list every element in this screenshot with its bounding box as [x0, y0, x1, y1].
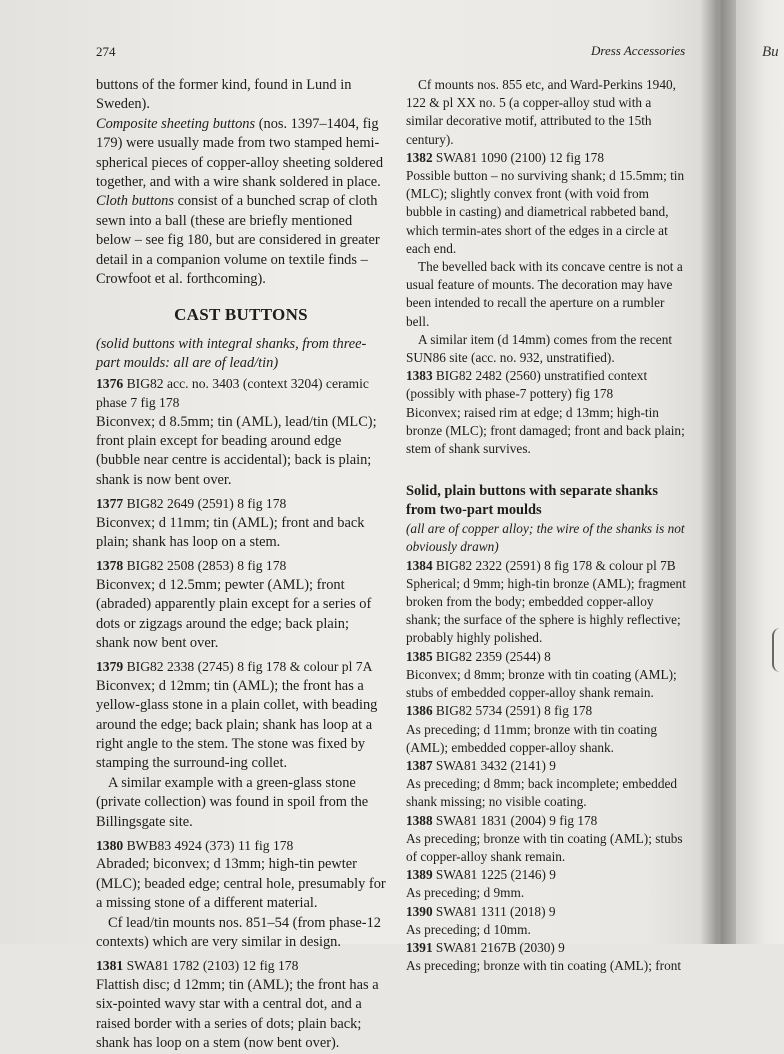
book-gutter-shadow: [700, 0, 740, 944]
cross-reference-note: Cf mounts nos. 855 etc, and Ward-Perkins 1940, 122 & pl XX no. 5 (a copper-alloy stud with a similar decorative motif, attributed to the 15th century).: [406, 77, 676, 147]
entry-number: 1385: [406, 648, 433, 664]
entry-description: Biconvex; raised rim at edge; d 13mm; high-tin bronze (MLC); front damaged; front and back plain; stem of shank survives.: [406, 404, 685, 457]
binding-mark: [772, 628, 784, 672]
catalogue-entry: [406, 648, 688, 703]
catalogue-entry: [406, 866, 688, 902]
entry-heading: BIG82 acc. no. 3403 (context 3204) ceramic phase 7 fig 178: [96, 375, 369, 411]
entry-heading: SWA81 2167B (2030) 9: [435, 939, 565, 955]
entry-heading: SWA81 1090 (2100) 12 fig 178: [435, 149, 604, 165]
entry-number: 1384: [406, 557, 433, 573]
entry-heading: SWA81 3432 (2141) 9: [435, 757, 556, 773]
catalogue-entry: [96, 956, 386, 1053]
facing-page-edge: [736, 0, 784, 944]
entry-description: As preceding; d 8mm; back incomplete; embedded shank missing; no visible coating.: [406, 776, 678, 810]
subsection-note: (all are of copper alloy; the wire of the shanks is not obviously drawn): [406, 521, 685, 555]
catalogue-entry: [406, 812, 688, 867]
entry-description: As preceding; d 9mm.: [406, 885, 525, 901]
catalogue-entry: [406, 367, 688, 458]
running-title: Dress Accessories: [591, 43, 686, 58]
entry-number: 1379: [96, 659, 124, 675]
entry-heading: BIG82 2649 (2591) 8 fig 178: [126, 496, 287, 512]
composite-paragraph: [96, 115, 386, 193]
intro-paragraph: buttons of the former kind, found in Lund in Sweden).: [96, 77, 352, 113]
entry-number: 1390: [406, 903, 433, 919]
entry-number: 1387: [406, 757, 433, 773]
entry-heading: SWA81 1782 (2103) 12 fig 178: [126, 958, 299, 974]
entry-description: Biconvex; d 8.5mm; tin (AML), lead/tin (MLC); front plain except for beading around edge (bubble near centre is accidental); back is plain; shank is now bent over.: [96, 413, 377, 488]
catalogue-entry: [406, 939, 688, 975]
catalogue-entry: [96, 374, 386, 490]
catalogue-entry: [406, 557, 688, 648]
entry-note: A similar item (d 14mm) comes from the recent SUN86 site (acc. no. 932, unstratified).: [406, 331, 673, 366]
subsection-heading: Solid, plain buttons with separate shanks from two-part moulds: [406, 483, 658, 519]
entry-heading: BIG82 2359 (2544) 8: [435, 648, 551, 664]
entry-number: 1391: [406, 939, 433, 955]
entry-description: As preceding; d 11mm; bronze with tin coating (AML); embedded copper-alloy shank.: [406, 721, 657, 755]
catalogue-entry: [406, 149, 688, 367]
composite-term: Composite sheeting buttons: [96, 115, 256, 132]
left-column: [96, 76, 386, 1054]
entry-number: 1378: [96, 558, 124, 574]
right-column: [406, 76, 688, 975]
composite-text: (nos. 1397–1404, fig 179) were usually made from two stamped hemi-spherical pieces of copper-alloy sheeting soldered together, and with a wire shank soldered in place.: [96, 115, 384, 191]
entry-heading: SWA81 1225 (2146) 9: [435, 867, 556, 883]
entry-description: As preceding; bronze with tin coating (AML); stubs of copper-alloy shank remain.: [406, 830, 683, 864]
entry-heading: BIG82 2322 (2591) 8 fig 178 & colour pl 7B: [435, 557, 676, 573]
entry-number: 1381: [96, 958, 124, 974]
entry-note: The bevelled back with its concave centre is not a usual feature of mounts. The decoration may have been intended to recall the aperture on a rumbler bell.: [406, 259, 683, 329]
cloth-text: consist of a bunched scrap of cloth sewn into a ball (these are briefly mentioned below – see fig 180, but are considered in greater detail in a companion volume on textile finds – Crowfoot et al. forthcoming).: [96, 193, 380, 288]
entry-description: Possible button – no surviving shank; d 15.5mm; tin (MLC); slightly convex front (with void from bubble in casting) and diametrical rabbeted band, which termin-ates short of the edges in a circle at each end.: [406, 168, 685, 256]
entry-number: 1383: [406, 368, 433, 384]
entry-description: As preceding; d 10mm.: [406, 921, 531, 937]
entry-description: Spherical; d 9mm; high-tin bronze (AML); fragment broken from the body; embedded copper-alloy shank; the surface of the sphere is highly reflective; probably highly polished.: [406, 575, 686, 646]
cloth-term: Cloth buttons: [96, 193, 174, 210]
entry-number: 1382: [406, 149, 433, 165]
catalogue-entry: [406, 757, 688, 812]
entry-number: 1380: [96, 838, 124, 854]
entry-number: 1386: [406, 703, 433, 719]
entry-heading: SWA81 1311 (2018) 9: [435, 903, 556, 919]
entry-description: Flattish disc; d 12mm; tin (AML); the front has a six-pointed wavy star with a central dot, and a raised border with a series of dots; plain back; shank has loop on a stem (now bent over).: [96, 976, 379, 1052]
entry-description: Biconvex; d 11mm; tin (AML); front and back plain; shank has loop on a stem.: [96, 514, 365, 550]
entry-number: 1388: [406, 812, 433, 828]
entry-number: 1377: [96, 496, 124, 512]
entry-number: 1376: [96, 375, 124, 391]
facing-page-title: Bu: [762, 44, 779, 60]
section-title: CAST BUTTONS: [174, 305, 308, 325]
catalogue-entry: [96, 657, 386, 832]
page-number: 274: [96, 44, 116, 59]
entry-description: As preceding; bronze with tin coating (AML); front: [406, 958, 682, 974]
entry-heading: BIG82 2482 (2560) unstratified context (possibly with phase-7 pottery) fig 178: [406, 368, 648, 402]
entry-heading: BIG82 2508 (2853) 8 fig 178: [126, 558, 287, 574]
catalogue-entry: [406, 702, 688, 757]
entry-description: Abraded; biconvex; d 13mm; high-tin pewter (MLC); beaded edge; central hole, presumably for a missing stone of a different material.: [96, 856, 386, 912]
entry-description: Biconvex; d 12mm; tin (AML); the front has a yellow-glass stone in a plain collet, with beading around the edge; back plain; shank has loop at a right angle to the stem. The stone was fixed by stamping the surround-ing collet.: [96, 677, 378, 772]
catalogue-entry: [406, 903, 688, 939]
entry-heading: BWB83 4924 (373) 11 fig 178: [126, 838, 294, 854]
entry-heading: BIG82 2338 (2745) 8 fig 178 & colour pl 7A: [126, 659, 373, 675]
entry-heading: SWA81 1831 (2004) 9 fig 178: [435, 812, 598, 828]
cloth-paragraph: [96, 192, 386, 289]
catalogue-entry: [96, 494, 386, 552]
catalogue-entry: [96, 556, 386, 653]
section-note: (solid buttons with integral shanks, from three-part moulds: all are of lead/tin): [96, 335, 367, 372]
entry-number: 1389: [406, 867, 433, 883]
catalogue-entry: [96, 836, 386, 952]
entry-heading: BIG82 5734 (2591) 8 fig 178: [435, 703, 593, 719]
entry-note: Cf lead/tin mounts nos. 851–54 (from phase-12 contexts) which are very similar in design.: [96, 914, 381, 951]
entry-note: A similar example with a green-glass stone (private collection) was found in spoil from the Billingsgate site.: [96, 774, 369, 830]
entry-description: Biconvex; d 12.5mm; pewter (AML); front (abraded) apparently plain except for a series of dots or zigzags around the edge; back plain; shank now bent over.: [96, 576, 372, 651]
entry-description: Biconvex; d 8mm; bronze with tin coating (AML); stubs of embedded copper-alloy shank remain.: [406, 666, 677, 701]
